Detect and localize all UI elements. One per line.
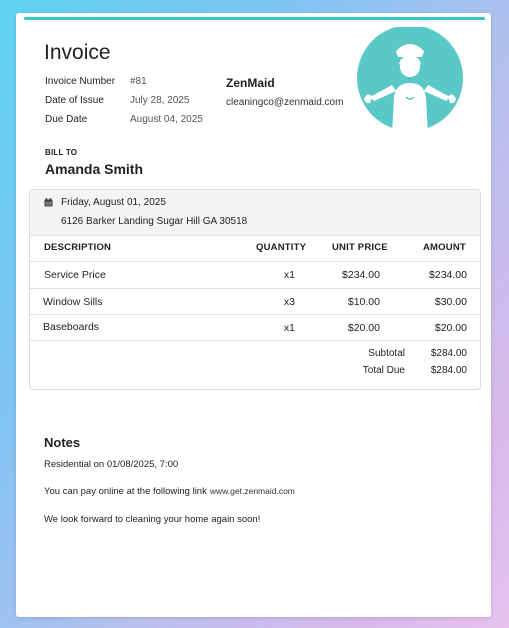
- divider: [30, 288, 480, 289]
- col-unit-price: UNIT PRICE: [332, 242, 388, 253]
- row-unit-price: $10.00: [347, 296, 380, 308]
- appointment-header: [30, 190, 480, 236]
- row-description: Baseboards: [43, 321, 100, 333]
- line-items-card: [29, 189, 481, 390]
- row-unit-price: $234.00: [342, 269, 380, 281]
- row-quantity: x1: [283, 322, 295, 334]
- row-description: Service Price: [44, 269, 106, 281]
- invoice-number-label: Invoice Number: [45, 76, 116, 87]
- notes-line: Residential on 01/08/2025, 7:00: [44, 459, 179, 470]
- appointment-date: Friday, August 01, 2025: [61, 197, 166, 208]
- row-quantity: x3: [283, 296, 295, 308]
- client-name: Amanda Smith: [45, 161, 144, 177]
- row-unit-price: $20.00: [347, 322, 380, 334]
- date-of-issue-value: July 28, 2025: [130, 95, 190, 106]
- total-due-label: Total Due: [362, 365, 405, 376]
- subtotal-label: Subtotal: [368, 348, 405, 359]
- subtotal-value: $284.00: [430, 348, 467, 359]
- company-name: ZenMaid: [226, 76, 275, 90]
- invoice-title: Invoice: [44, 41, 111, 64]
- row-quantity: x1: [283, 269, 295, 281]
- divider: [30, 314, 480, 315]
- row-amount: $30.00: [434, 296, 467, 308]
- divider: [30, 261, 480, 262]
- date-of-issue-label: Date of Issue: [45, 95, 104, 106]
- col-description: DESCRIPTION: [44, 242, 112, 253]
- total-due-value: $284.00: [430, 365, 467, 376]
- notes-title: Notes: [44, 435, 81, 450]
- calendar-icon: [44, 198, 53, 207]
- payment-link[interactable]: www.get.zenmaid.com: [209, 486, 295, 496]
- notes-closing-line: We look forward to cleaning your home again soon!: [44, 514, 261, 525]
- row-amount: $234.00: [429, 269, 467, 281]
- notes-payment-text: You can pay online at the following link: [44, 486, 207, 497]
- col-quantity: QUANTITY: [256, 242, 307, 253]
- appointment-address: 6126 Barker Landing Sugar Hill GA 30518: [61, 216, 248, 227]
- row-amount: $20.00: [434, 322, 467, 334]
- divider: [30, 340, 480, 341]
- notes-payment-line: [44, 486, 295, 497]
- due-date-label: Due Date: [45, 114, 88, 125]
- bill-to-label: BILL TO: [45, 148, 78, 157]
- maid-logo-icon: [356, 27, 464, 129]
- accent-bar: [24, 17, 485, 20]
- col-amount: AMOUNT: [423, 242, 466, 253]
- invoice-number-value: #81: [130, 76, 147, 87]
- row-description: Window Sills: [43, 296, 103, 308]
- company-email: cleaningco@zenmaid.com: [226, 97, 344, 108]
- due-date-value: August 04, 2025: [130, 114, 203, 125]
- invoice-page: [16, 13, 491, 617]
